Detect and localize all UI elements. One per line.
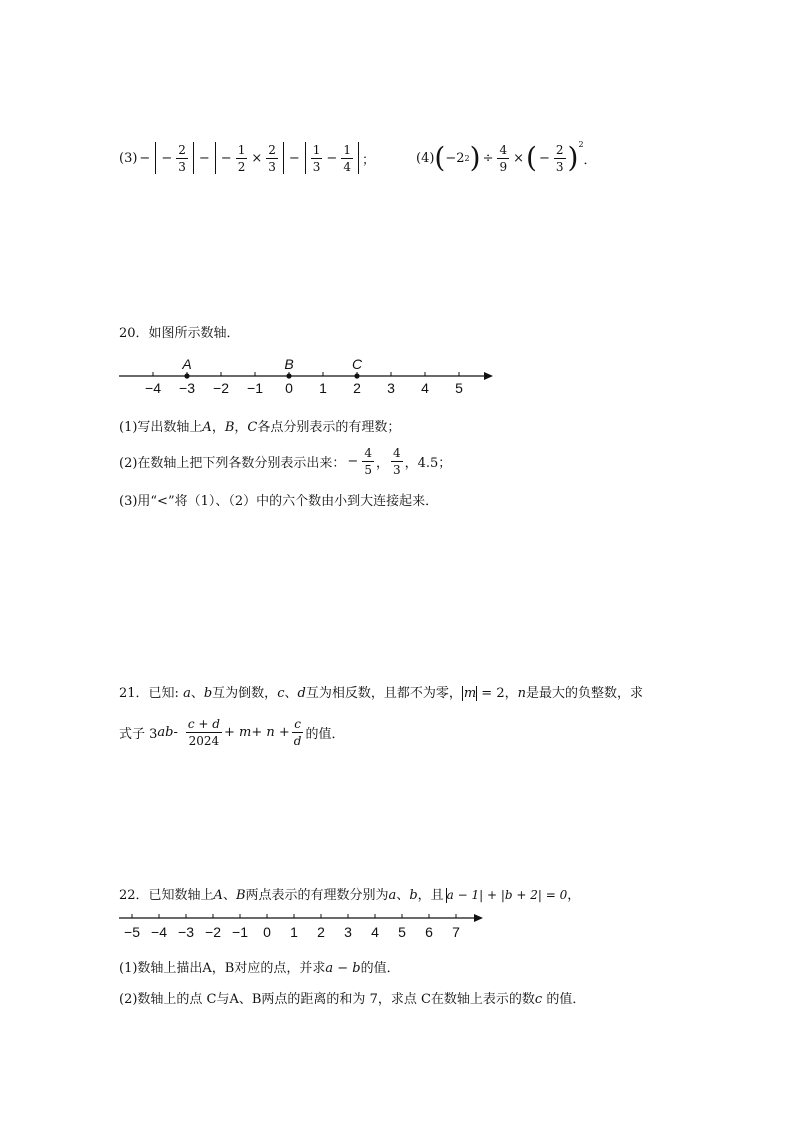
fraction: $\frac{1}{3}$ <box>312 142 321 174</box>
abs-bar <box>193 142 194 174</box>
abs-bar <box>155 142 156 174</box>
tick-label: 2 <box>353 380 361 396</box>
abs-bar <box>215 142 216 174</box>
left-paren: ( <box>526 141 537 174</box>
axis-arrow <box>474 914 483 922</box>
fraction: $\frac{c + d}{2024}$ <box>187 716 220 748</box>
semicolon: ； <box>361 152 375 168</box>
fraction: $\frac{4}{5}$ <box>364 445 372 477</box>
abs-bar <box>283 142 284 174</box>
tick-label: 5 <box>398 924 406 940</box>
abs-bar <box>305 142 306 174</box>
point-label: B <box>284 356 294 372</box>
power-base: −2 <box>445 150 465 166</box>
tick-label: 7 <box>452 924 460 940</box>
abs-expression: a − 1| + |b + 2| = 0 <box>446 888 568 902</box>
tick-label: −1 <box>247 380 263 396</box>
minus-sign: − <box>326 150 338 166</box>
right-paren: ) <box>567 141 579 174</box>
exponent: 2 <box>578 140 584 149</box>
times-sign: × <box>251 150 263 166</box>
fraction: $\frac{1}{4}$ <box>343 142 351 174</box>
fraction: $\frac{1}{2}$ <box>237 142 246 174</box>
tick-label: −1 <box>232 924 248 940</box>
fraction: $\frac{2}{3}$ <box>555 142 564 174</box>
tick-label: −4 <box>145 380 161 396</box>
minus-sign: − <box>139 150 151 166</box>
tick-label: 1 <box>290 924 298 940</box>
times-sign: × <box>513 150 525 166</box>
q20-number-line <box>115 350 500 400</box>
minus-sign: − <box>198 150 210 166</box>
q19-part3 <box>119 140 375 176</box>
minus-sign: − <box>347 453 359 469</box>
q21-line2: 式子 3 ab - $\frac{c + d}{2024}$ + m+ n + $\frac{c}{d}$ 的值． <box>119 716 345 748</box>
tick-label: −3 <box>179 380 195 396</box>
abs-bar <box>358 142 359 174</box>
tick-label: 3 <box>387 380 395 396</box>
q22-line1: 22．已知数轴上A、B两点表示的有理数分别为a、b，且 a − 1| + |b + 2| = 0， <box>119 888 581 903</box>
fraction: $\frac{4}{3}$ <box>392 445 401 477</box>
q21-line1: 21．已知: a、b互为倒数，c、d互为相反数，且都不为零， m = 2，n是最大的负整数，求 <box>119 686 643 701</box>
tick-label: −2 <box>213 380 229 396</box>
tick-label: −4 <box>151 924 167 940</box>
q22-number-line <box>115 908 490 948</box>
point-a <box>184 373 189 378</box>
tick-label: −3 <box>178 924 194 940</box>
tick-label: 0 <box>285 380 293 396</box>
tick-label: 1 <box>319 380 327 396</box>
point-c <box>354 373 359 378</box>
tick-label: 3 <box>344 924 352 940</box>
q22-sub1: (1)数轴上描出A，B对应的点，并求a − b的值． <box>119 961 400 976</box>
divide-sign: ÷ <box>482 150 494 166</box>
period: ． <box>583 152 597 168</box>
tick-label: 6 <box>425 924 433 940</box>
minus-sign: − <box>161 150 173 166</box>
minus-sign: − <box>538 150 550 166</box>
q22-sub2: (2)数轴上的点 C与A、B两点的距离的和为 7，求点 C在数轴上表示的数c 的值． <box>119 992 586 1007</box>
fraction: $\frac{c}{d}$ <box>293 716 302 748</box>
fraction: $\frac{2}{3}$ <box>268 142 276 174</box>
tick-label: −5 <box>124 924 140 940</box>
left-paren: ( <box>434 141 446 174</box>
tick-label: 0 <box>263 924 271 940</box>
fraction: $\frac{4}{9}$ <box>499 142 508 174</box>
minus-sign: − <box>288 150 300 166</box>
axis-arrow <box>484 372 493 380</box>
q20-sub2: (2)在数轴上把下列各数分别表示出来： − $\frac{4}{5}$ ， $\frac{4}{3}$ ，4.5； <box>119 445 452 477</box>
tick-label: 4 <box>421 380 429 396</box>
point-label: A <box>182 356 192 372</box>
q19-part4 <box>416 140 597 176</box>
q20-title: 20．如图所示数轴． <box>119 326 240 341</box>
q20-sub1: (1)写出数轴上A，B，C各点分别表示的有理数； <box>119 420 401 435</box>
minus-sign: − <box>220 150 232 166</box>
part4-label: (4) <box>416 150 435 166</box>
part3-label: (3) <box>119 150 138 166</box>
tick-label: 5 <box>455 380 463 396</box>
q20-sub3: (3)用“<”将（1）、（2）中的六个数由小到大连接起来． <box>119 494 439 509</box>
fraction: $\frac{2}{3}$ <box>178 142 186 174</box>
point-label: C <box>351 356 363 372</box>
exponent: 2 <box>464 153 470 163</box>
right-paren: ) <box>469 141 481 174</box>
tick-label: 4 <box>371 924 379 940</box>
point-b <box>286 373 291 378</box>
tick-label: 2 <box>317 924 325 940</box>
abs-bar: m <box>463 686 477 701</box>
tick-label: −2 <box>205 924 221 940</box>
